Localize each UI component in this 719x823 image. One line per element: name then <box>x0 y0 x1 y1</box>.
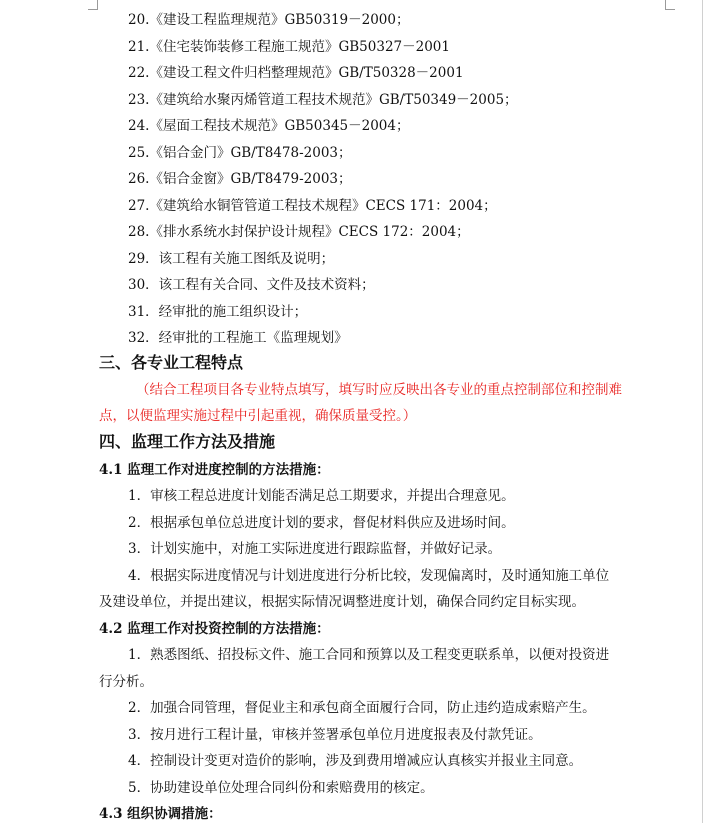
section-4-heading: 四、监理工作方法及措施 <box>99 432 276 451</box>
subsection-4-2-heading: 4.2 监理工作对投资控制的方法措施： <box>99 621 330 637</box>
subsection-4-3-heading: 4.3 组织协调措施： <box>99 806 222 822</box>
list-item: 3．计划实施中，对施工实际进度进行跟踪监督，并做好记录。 <box>128 541 502 557</box>
reference-item: 25.《铝合金门》GB/T8478-2003； <box>128 145 352 161</box>
reference-item: 22.《建设工程文件归档整理规范》GB/T50328－2001 <box>128 65 464 81</box>
list-item: 4．根据实际进度情况与计划进度进行分析比较，发现偏离时，及时通知施工单位 <box>128 568 610 584</box>
list-item: 4．控制设计变更对造价的影响，涉及到费用增减应认真核实并报业主同意。 <box>128 753 583 769</box>
section-3-note-continued: 点，以便监理实施过程中引起重视，确保质量受控。） <box>99 408 417 424</box>
reference-item: 31．经审批的施工组织设计； <box>128 304 308 320</box>
list-item: 5．协助建设单位处理合同纠份和索赔费用的核定。 <box>128 780 434 796</box>
reference-item: 28.《排水系统水封保护设计规程》CECS 172：2004； <box>128 224 470 240</box>
list-item: 3．按月进行工程计量，审核并签署承包单位月进度报表及付款凭证。 <box>128 727 542 743</box>
reference-item: 24.《屋面工程技术规范》GB50345－2004； <box>128 118 410 134</box>
list-item-continued: 及建设单位，并提出建议，根据实际情况调整进度计划，确保合同约定目标实现。 <box>99 594 585 610</box>
reference-item: 21.《住宅装饰装修工程施工规范》GB50327－2001 <box>128 39 450 55</box>
list-item: 2．加强合同管理，督促业主和承包商全面履行合同，防止违约造成索赔产生。 <box>128 700 596 716</box>
section-3-heading: 三、各专业工程特点 <box>99 353 244 372</box>
reference-item: 32．经审批的工程施工《监理规划》 <box>128 330 348 346</box>
list-item: 1．审核工程总进度计划能否满足总工期要求，并提出合理意见。 <box>128 488 515 504</box>
list-item: 2．根据承包单位总进度计划的要求，督促材料供应及进场时间。 <box>128 515 515 531</box>
reference-item: 23.《建筑给水聚丙烯管道工程技术规范》GB/T50349－2005； <box>128 92 518 108</box>
reference-item: 26.《铝合金窗》GB/T8479-2003； <box>128 171 352 187</box>
list-item: 1．熟悉图纸、招投标文件、施工合同和预算以及工程变更联系单，以便对投资进 <box>128 647 610 663</box>
list-item-continued: 行分析。 <box>99 674 153 690</box>
subsection-4-1-heading: 4.1 监理工作对进度控制的方法措施： <box>99 462 330 478</box>
reference-item: 30．该工程有关合同、文件及技术资料； <box>128 277 375 293</box>
section-3-note: （结合工程项目各专业特点填写，填写时应反映出各专业的重点控制部位和控制难 <box>136 382 622 398</box>
reference-item: 20.《建设工程监理规范》GB50319－2000； <box>128 12 410 28</box>
reference-item: 29．该工程有关施工图纸及说明； <box>128 251 335 267</box>
crop-mark-top-left <box>88 0 98 10</box>
crop-mark-top-right <box>665 0 675 10</box>
reference-item: 27.《建筑给水铜管管道工程技术规程》CECS 171：2004； <box>128 198 497 214</box>
page-edge <box>702 0 703 823</box>
